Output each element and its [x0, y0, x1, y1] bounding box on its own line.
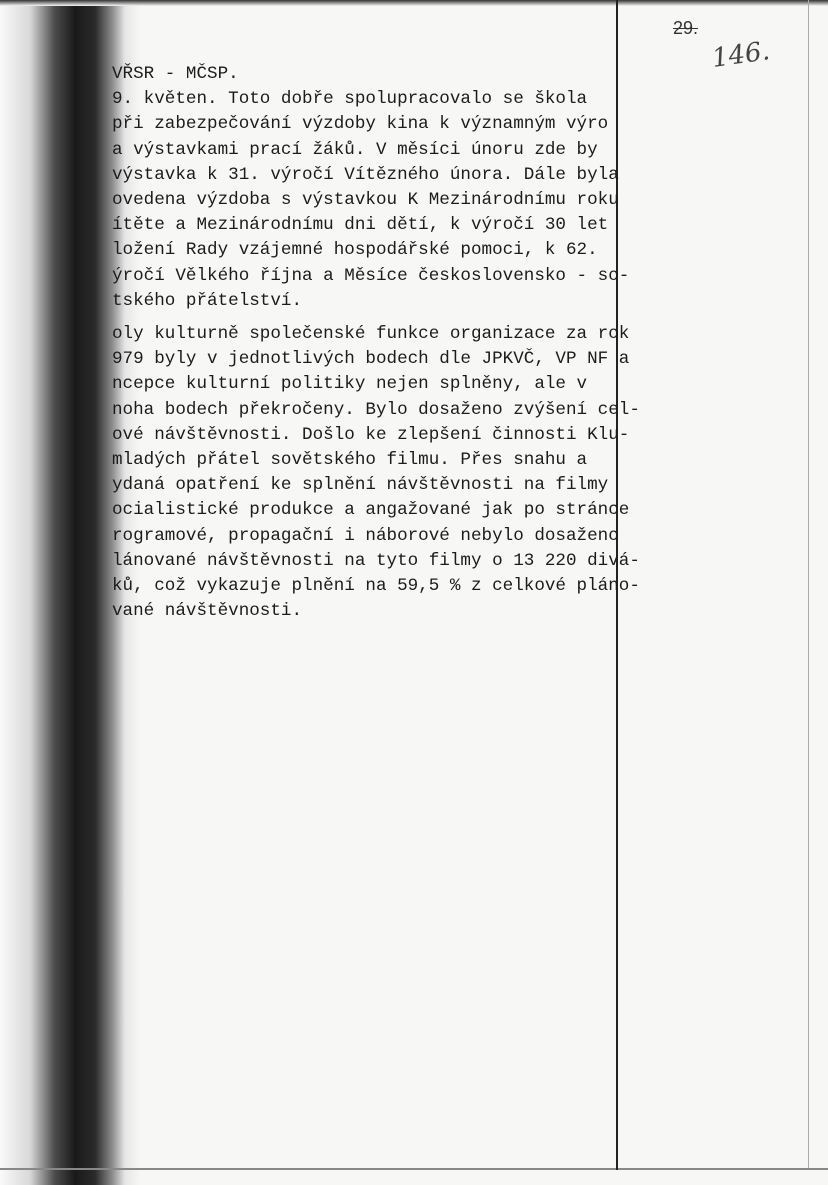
text-line: VŘSR - MČSP.	[112, 64, 239, 84]
text-line: ovedena výzdoba s výstavkou K Mezinárodnímu roku	[112, 190, 619, 211]
text-line: ocialistické produkce a angažované jak po stránce	[112, 500, 630, 521]
text-line: ložení Rady vzájemné hospodářské pomoci, k 62.	[112, 240, 598, 261]
text-line: rogramové, propagační i náborové nebylo dosaženo	[112, 525, 619, 546]
text-line: a výstavkami prací žáků. V měsíci únoru zde by	[112, 139, 598, 160]
paragraph-1	[112, 62, 629, 314]
scan-top-edge	[0, 0, 828, 6]
text-line: ýročí Vělkého října a Měsíce československo - so-	[112, 265, 630, 286]
text-line: 9. květen. Toto dobře spolupracovalo se škola	[112, 89, 588, 110]
text-line: mladých přátel sovětského filmu. Přes snahu a	[112, 450, 588, 471]
text-line: ydaná opatření ke splnění návštěvnosti na filmy	[112, 475, 609, 496]
text-line: ků, což vykazuje plnění na 59,5 % z celkové pláno-	[112, 576, 640, 597]
paragraph-2	[112, 322, 640, 624]
text-line: ítěte a Mezinárodnímu dni dětí, k výročí 30 let	[112, 215, 609, 236]
text-line: vané návštěvnosti.	[112, 601, 303, 622]
text-line: noha bodech překročeny. Bylo dosaženo zvýšení cel-	[112, 399, 640, 420]
text-line: při zabezpečování výzdoby kina k významným výro	[112, 114, 609, 135]
page-number-typed: 29.	[673, 18, 699, 38]
text-line: ncepce kulturní politiky nejen splněny, ale v	[112, 374, 588, 395]
page-number-handwritten: 146.	[710, 36, 772, 74]
text-line: tského přátelství.	[112, 290, 303, 311]
scan-right-edge	[808, 0, 809, 1170]
text-line: výstavka k 31. výročí Vítězného února. Dále byla	[112, 164, 619, 185]
text-line: lánované návštěvnosti na tyto filmy o 13 220 divá-	[112, 550, 640, 571]
scan-bottom-edge	[0, 1168, 828, 1170]
text-line: 979 byly v jednotlivých bodech dle JPKVČ, VP NF a	[112, 349, 630, 370]
text-line: ové návštěvnosti. Došlo ke zlepšení činnosti Klu-	[112, 424, 630, 445]
text-line: oly kulturně společenské funkce organizace za rok	[112, 324, 630, 344]
